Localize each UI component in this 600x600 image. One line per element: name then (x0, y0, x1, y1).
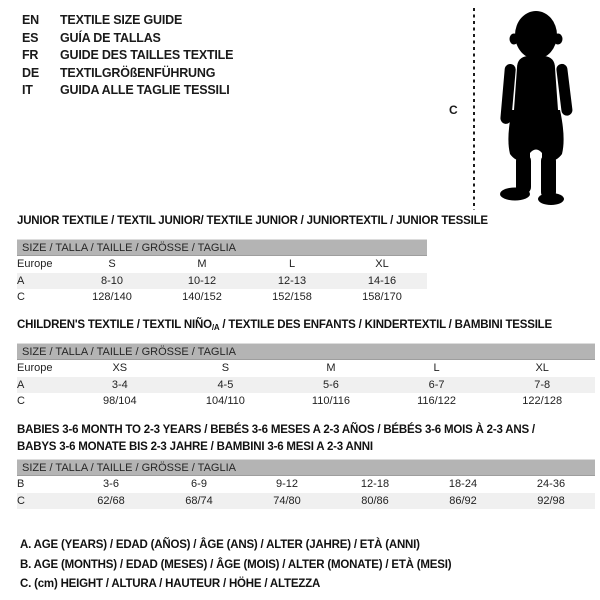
language-title: GUIDE DES TAILLES TEXTILE (60, 48, 234, 62)
footnote-a: A. AGE (YEARS) / EDAD (AÑOS) / ÂGE (ANS) / ALTER (JAHRE) / ETÀ (ANNI) (20, 539, 420, 551)
language-title: GUÍA DE TALLAS (60, 30, 161, 45)
cell: 104/110 (205, 395, 245, 408)
row-label: Europe (17, 258, 53, 271)
cell: 18-24 (448, 478, 478, 491)
language-title: TEXTILE SIZE GUIDE (60, 13, 183, 27)
babies-section-title (17, 422, 535, 456)
row-label: C (17, 291, 25, 304)
cell: 122/128 (522, 395, 563, 408)
cell: 68/74 (155, 493, 243, 510)
cell: 110/116 (311, 395, 351, 408)
cell: L (288, 258, 296, 271)
footnote-c: C. (cm) HEIGHT / ALTURA / HAUTEUR / HÖHE / ALTEZZA (20, 578, 321, 590)
cell: 5-6 (278, 377, 384, 394)
cell: M (326, 362, 336, 375)
cell: 116/122 (417, 395, 457, 408)
language-code: DE (22, 65, 39, 80)
children-size-table (17, 343, 595, 410)
cell: XL (535, 362, 549, 375)
cell: 92/98 (507, 493, 595, 510)
baby-silhouette-icon (483, 6, 595, 208)
cell: 12-18 (360, 478, 390, 491)
table-row (17, 476, 595, 493)
cell: 74/80 (243, 493, 331, 510)
language-code: FR (22, 48, 39, 62)
row-label: Europe (17, 362, 53, 375)
cell: 86/92 (419, 493, 507, 510)
cell: 3-6 (103, 478, 119, 491)
row-label: A (17, 273, 67, 290)
footnote-b: B. AGE (MONTHS) / EDAD (MESES) / ÂGE (MOIS) / ALTER (MONATE) / ETÀ (MESI) (20, 558, 452, 571)
table-row (17, 393, 595, 410)
cell: 62/68 (67, 493, 155, 510)
cell: 4-5 (173, 377, 279, 394)
cell: 10-12 (157, 273, 247, 290)
children-section-title (17, 319, 552, 332)
language-row (22, 65, 233, 83)
cell: 80/86 (331, 493, 419, 510)
size-header-label: SIZE / TALLA / TAILLE / GRÖSSE / TAGLIA (17, 240, 427, 256)
language-row (22, 82, 233, 100)
language-title: TEXTILGRÖßENFÜHRUNG (60, 65, 216, 80)
cell: 14-16 (337, 273, 427, 290)
table-row (17, 360, 595, 377)
language-code: ES (22, 30, 39, 45)
table-row (17, 256, 427, 273)
table-row (17, 273, 427, 290)
size-header-row (17, 344, 595, 360)
row-label: B (17, 478, 25, 491)
children-title-sub: /A (211, 323, 220, 332)
footnotes-block (20, 536, 451, 595)
cell: 152/158 (272, 291, 312, 304)
cell: M (197, 258, 207, 271)
cell: 6-9 (191, 478, 207, 491)
table-row (17, 289, 427, 306)
cell: 3-4 (67, 377, 173, 394)
babies-title-line2: BABYS 3-6 MONATE BIS 2-3 JAHRE / BAMBINI 3-6 MESI A 2-3 ANNI (17, 441, 373, 453)
cell: XL (375, 258, 389, 271)
cell: 12-13 (247, 273, 337, 290)
children-title-post: / TEXTILE DES ENFANTS / KINDERTEXTIL / BAMBINI TESSILE (219, 319, 552, 331)
cell: 8-10 (67, 273, 157, 290)
size-header-row (17, 460, 595, 476)
height-measure-label: C (449, 103, 458, 117)
cell: L (433, 362, 440, 375)
cell: 98/104 (102, 395, 137, 408)
cell: 9-12 (275, 478, 299, 491)
cell: S (221, 362, 230, 375)
cell: 7-8 (489, 377, 595, 394)
row-label: A (17, 377, 67, 394)
language-row (22, 12, 233, 30)
babies-title-line1: BABIES 3-6 MONTH TO 2-3 YEARS / BEBÉS 3-6 MESES A 2-3 AÑOS / BÉBÉS 3-6 MOIS À 2-3 ANS / (17, 424, 535, 436)
cell: 24-36 (536, 478, 566, 491)
size-header-row (17, 240, 427, 256)
row-label: C (17, 493, 67, 510)
cell: 6-7 (384, 377, 490, 394)
size-header-label: SIZE / TALLA / TAILLE / GRÖSSE / TAGLIA (17, 460, 595, 476)
language-code: IT (22, 83, 33, 97)
language-row (22, 30, 233, 48)
junior-size-table (17, 239, 427, 306)
children-title-pre: CHILDREN'S TEXTILE / TEXTIL NIÑO (17, 319, 212, 331)
junior-section-title: JUNIOR TEXTILE / TEXTIL JUNIOR/ TEXTILE JUNIOR / JUNIORTEXTIL / JUNIOR TESSILE (17, 215, 488, 227)
cell: 158/170 (362, 291, 402, 304)
table-row (17, 377, 595, 394)
cell: S (108, 258, 116, 271)
babies-size-table (17, 459, 595, 509)
row-label: C (17, 395, 25, 408)
language-title: GUIDA ALLE TAGLIE TESSILI (60, 83, 230, 97)
language-row (22, 47, 233, 65)
size-header-label: SIZE / TALLA / TAILLE / GRÖSSE / TAGLIA (17, 344, 595, 360)
cell: 140/152 (182, 291, 222, 304)
cell: XS (112, 362, 128, 375)
cell: 128/140 (92, 291, 132, 304)
language-code: EN (22, 13, 39, 27)
language-header-block (22, 12, 233, 100)
height-measure-dashed-line (473, 8, 475, 210)
table-row (17, 493, 595, 510)
